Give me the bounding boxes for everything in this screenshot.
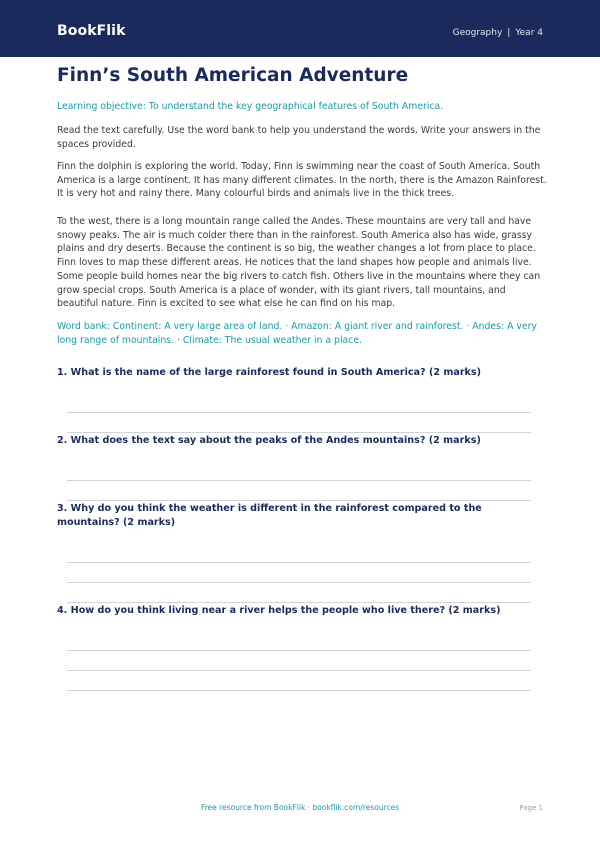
answer-line-1a[interactable] <box>67 412 531 413</box>
subject-year <box>453 28 543 38</box>
page-title: Finn’s South American Adventure <box>57 65 409 86</box>
footer-link[interactable]: Free resource from BookFlik · bookflik.com/resources <box>200 803 400 812</box>
answer-line-2a[interactable] <box>67 480 531 481</box>
page-number: Page 1 <box>519 804 543 812</box>
story-paragraph-2: To the west, there is a long mountain range called the Andes. These mountains are very tall and have snowy peaks. The air is much colder there than in the rainforest. South America also has wide, grassy plains and dry deserts. Because the continent is so big, the weather changes a lot from place to place. Finn loves to map these different areas. He notices that the land shapes how people and animals live. Some people build homes near the big rivers to catch fish. Others live in the mountains where they can grow special crops. South America is a place of wonder, with its giant rivers, tall mountains, and beautiful nature. Finn is excited to see what else he can find on his map. <box>57 216 541 310</box>
story-paragraph-1: Finn the dolphin is exploring the world. Today, Finn is swimming near the coast of South America. South America is a large continent. It has many different climates. In the north, there is the Amazon Rainforest. It is very hot and rainy there. Many colourful birds and animals live in the thick trees. <box>57 161 547 200</box>
word-bank: Word bank: Continent: A very large area of land. · Amazon: A giant river and rainforest. · Andes: A very long range of mountains. · Climate: The usual weather in a place. <box>57 321 537 346</box>
instructions: Read the text carefully. Use the word bank to help you understand the words. Write your answers in the spaces provided. <box>57 125 541 150</box>
subject-label: Geography <box>452 28 503 38</box>
header-bar <box>0 0 600 57</box>
answer-line-1b[interactable] <box>67 432 531 433</box>
brand-logo: BookFlik <box>57 23 126 39</box>
answer-line-4b[interactable] <box>67 670 531 671</box>
answer-line-2b[interactable] <box>67 500 531 501</box>
question-2: 2. What does the text say about the peaks of the Andes mountains? (2 marks) <box>57 435 481 446</box>
answer-line-4c[interactable] <box>67 690 531 691</box>
question-4: 4. How do you think living near a river helps the people who live there? (2 marks) <box>57 605 501 616</box>
answer-line-3c[interactable] <box>67 602 531 603</box>
separator: | <box>507 28 511 38</box>
answer-line-3b[interactable] <box>67 582 531 583</box>
question-3: 3. Why do you think the weather is different in the rainforest compared to the mountains? (2 marks) <box>57 503 482 528</box>
question-1: 1. What is the name of the large rainforest found in South America? (2 marks) <box>57 367 482 378</box>
answer-line-4a[interactable] <box>67 650 531 651</box>
year-label: Year 4 <box>515 28 543 38</box>
answer-line-3a[interactable] <box>67 562 531 563</box>
learning-objective: Learning objective: To understand the key geographical features of South America. <box>57 101 444 112</box>
